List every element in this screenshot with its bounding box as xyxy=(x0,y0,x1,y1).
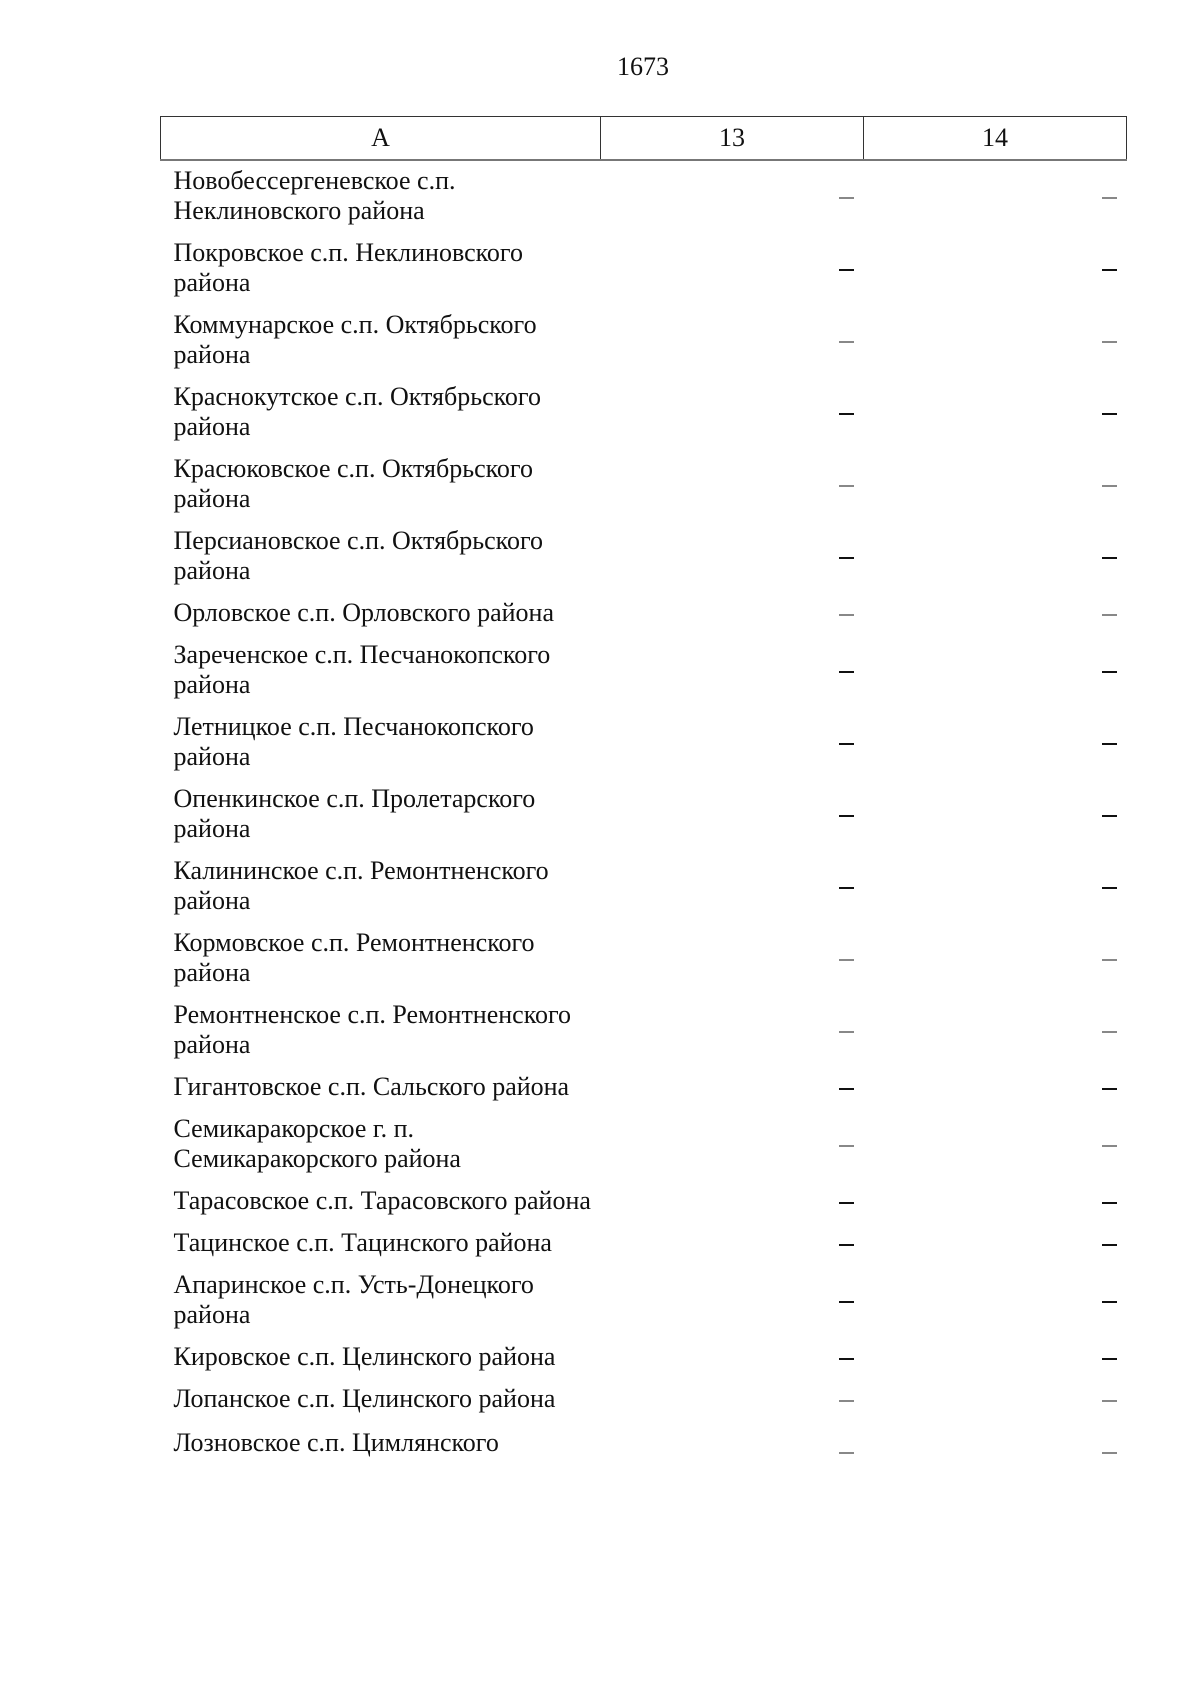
dash-mark xyxy=(839,1145,854,1147)
value-cell-14 xyxy=(864,1181,1127,1223)
dash-mark xyxy=(1102,413,1117,415)
table-header xyxy=(161,117,1127,161)
settlement-name: Летницкое с.п. Песчанокопского района xyxy=(173,712,534,771)
table-row xyxy=(161,1109,1127,1181)
dash-mark xyxy=(839,557,854,559)
settlement-name: Орловское с.п. Орловского района xyxy=(173,598,555,627)
settlement-name: Кировское с.п. Целинского района xyxy=(173,1342,556,1371)
value-cell-13 xyxy=(601,160,864,233)
value-cell-14 xyxy=(864,1067,1127,1109)
table-row xyxy=(161,160,1127,233)
value-cell-14 xyxy=(864,593,1127,635)
dash-mark xyxy=(1102,743,1117,745)
page-number: 1673 xyxy=(617,52,669,81)
dash-mark xyxy=(1102,1358,1117,1360)
value-cell-13 xyxy=(601,521,864,593)
dash-mark xyxy=(839,1452,854,1454)
settlement-name: Зареченское с.п. Песчанокопского района xyxy=(173,640,551,699)
dash-mark xyxy=(1102,1244,1117,1246)
table-row xyxy=(161,233,1127,305)
dash-mark xyxy=(839,197,854,199)
settlement-name: Опенкинское с.п. Пролетарского района xyxy=(173,784,536,843)
dash-mark xyxy=(839,1202,854,1204)
table-row xyxy=(161,923,1127,995)
settlement-name: Краснокутское с.п. Октябрьского района xyxy=(173,382,541,441)
dash-mark xyxy=(839,1088,854,1090)
settlement-name: Калининское с.п. Ремонтненского района xyxy=(173,856,549,915)
dash-mark xyxy=(1102,1301,1117,1303)
settlement-name: Тацинское с.п. Тацинского района xyxy=(173,1228,552,1257)
value-cell-14 xyxy=(864,160,1127,233)
value-cell-14 xyxy=(864,1265,1127,1337)
table-row xyxy=(161,1421,1127,1467)
dash-mark xyxy=(1102,1202,1117,1204)
value-cell-13 xyxy=(601,377,864,449)
value-cell-13 xyxy=(601,1379,864,1421)
dash-mark xyxy=(839,413,854,415)
column-header-a: А xyxy=(161,117,601,161)
table-row xyxy=(161,851,1127,923)
dash-mark xyxy=(839,485,854,487)
value-cell-13 xyxy=(601,1265,864,1337)
dash-mark xyxy=(1102,197,1117,199)
table-row xyxy=(161,521,1127,593)
dash-mark xyxy=(839,1400,854,1402)
dash-mark xyxy=(1102,341,1117,343)
table-row xyxy=(161,707,1127,779)
value-cell-13 xyxy=(601,1421,864,1467)
column-header-14: 14 xyxy=(864,117,1127,161)
dash-mark xyxy=(839,743,854,745)
dash-mark xyxy=(1102,1145,1117,1147)
table-row xyxy=(161,305,1127,377)
table-row xyxy=(161,377,1127,449)
value-cell-13 xyxy=(601,305,864,377)
value-cell-14 xyxy=(864,1421,1127,1467)
dash-mark xyxy=(839,959,854,961)
settlement-name: Тарасовское с.п. Тарасовского района xyxy=(173,1186,591,1215)
value-cell-14 xyxy=(864,305,1127,377)
settlement-name: Красюковское с.п. Октябрьского района xyxy=(173,454,533,513)
value-cell-14 xyxy=(864,995,1127,1067)
settlement-name: Апаринское с.п. Усть-Донецкого района xyxy=(173,1270,534,1329)
value-cell-14 xyxy=(864,923,1127,995)
dash-mark xyxy=(839,269,854,271)
settlement-name: Ремонтненское с.п. Ремонтненского района xyxy=(173,1000,572,1059)
value-cell-13 xyxy=(601,851,864,923)
table-row xyxy=(161,1379,1127,1421)
value-cell-13 xyxy=(601,449,864,521)
dash-mark xyxy=(1102,1088,1117,1090)
table-row xyxy=(161,1265,1127,1337)
settlement-name: Кормовское с.п. Ремонтненского района xyxy=(173,928,535,987)
table-row xyxy=(161,779,1127,851)
dash-mark xyxy=(839,341,854,343)
value-cell-14 xyxy=(864,707,1127,779)
settlement-name: Гигантовское с.п. Сальского района xyxy=(173,1072,570,1101)
dash-mark xyxy=(839,1031,854,1033)
dash-mark xyxy=(1102,887,1117,889)
value-cell-13 xyxy=(601,1067,864,1109)
dash-mark xyxy=(1102,815,1117,817)
value-cell-14 xyxy=(864,635,1127,707)
table-row xyxy=(161,1067,1127,1109)
column-header-13: 13 xyxy=(601,117,864,161)
value-cell-13 xyxy=(601,233,864,305)
dash-mark xyxy=(839,815,854,817)
value-cell-13 xyxy=(601,635,864,707)
value-cell-13 xyxy=(601,1223,864,1265)
table-row xyxy=(161,593,1127,635)
table-row xyxy=(161,995,1127,1067)
dash-mark xyxy=(1102,1031,1117,1033)
data-table xyxy=(160,116,1127,1467)
dash-mark xyxy=(1102,1400,1117,1402)
value-cell-13 xyxy=(601,1181,864,1223)
dash-mark xyxy=(839,671,854,673)
value-cell-14 xyxy=(864,521,1127,593)
value-cell-13 xyxy=(601,1337,864,1379)
settlement-name: Лопанское с.п. Целинского района xyxy=(173,1384,556,1413)
table-row xyxy=(161,1181,1127,1223)
value-cell-13 xyxy=(601,1109,864,1181)
table-row xyxy=(161,449,1127,521)
settlement-name: Семикаракорское г. п. Семикаракорского района xyxy=(173,1114,461,1173)
settlement-name: Коммунарское с.п. Октябрьского района xyxy=(173,310,537,369)
table-row xyxy=(161,635,1127,707)
dash-mark xyxy=(1102,959,1117,961)
value-cell-13 xyxy=(601,923,864,995)
dash-mark xyxy=(1102,671,1117,673)
value-cell-14 xyxy=(864,1223,1127,1265)
dash-mark xyxy=(839,887,854,889)
dash-mark xyxy=(1102,614,1117,616)
value-cell-13 xyxy=(601,707,864,779)
value-cell-14 xyxy=(864,449,1127,521)
dash-mark xyxy=(1102,485,1117,487)
value-cell-14 xyxy=(864,1337,1127,1379)
dash-mark xyxy=(1102,1452,1117,1454)
value-cell-14 xyxy=(864,1379,1127,1421)
dash-mark xyxy=(839,1244,854,1246)
value-cell-14 xyxy=(864,377,1127,449)
settlement-name: Лозновское с.п. Цимлянского xyxy=(173,1428,499,1457)
value-cell-14 xyxy=(864,1109,1127,1181)
table-body xyxy=(161,160,1127,1467)
value-cell-13 xyxy=(601,593,864,635)
value-cell-14 xyxy=(864,851,1127,923)
dash-mark xyxy=(839,614,854,616)
dash-mark xyxy=(839,1301,854,1303)
table-row xyxy=(161,1337,1127,1379)
value-cell-13 xyxy=(601,995,864,1067)
dash-mark xyxy=(1102,269,1117,271)
dash-mark xyxy=(839,1358,854,1360)
dash-mark xyxy=(1102,557,1117,559)
settlement-name: Новобессергеневское с.п. Неклиновского района xyxy=(173,166,456,225)
value-cell-13 xyxy=(601,779,864,851)
settlement-name: Персиановское с.п. Октябрьского района xyxy=(173,526,544,585)
settlement-name: Покровское с.п. Неклиновского района xyxy=(173,238,523,297)
value-cell-14 xyxy=(864,779,1127,851)
table-row xyxy=(161,1223,1127,1265)
value-cell-14 xyxy=(864,233,1127,305)
